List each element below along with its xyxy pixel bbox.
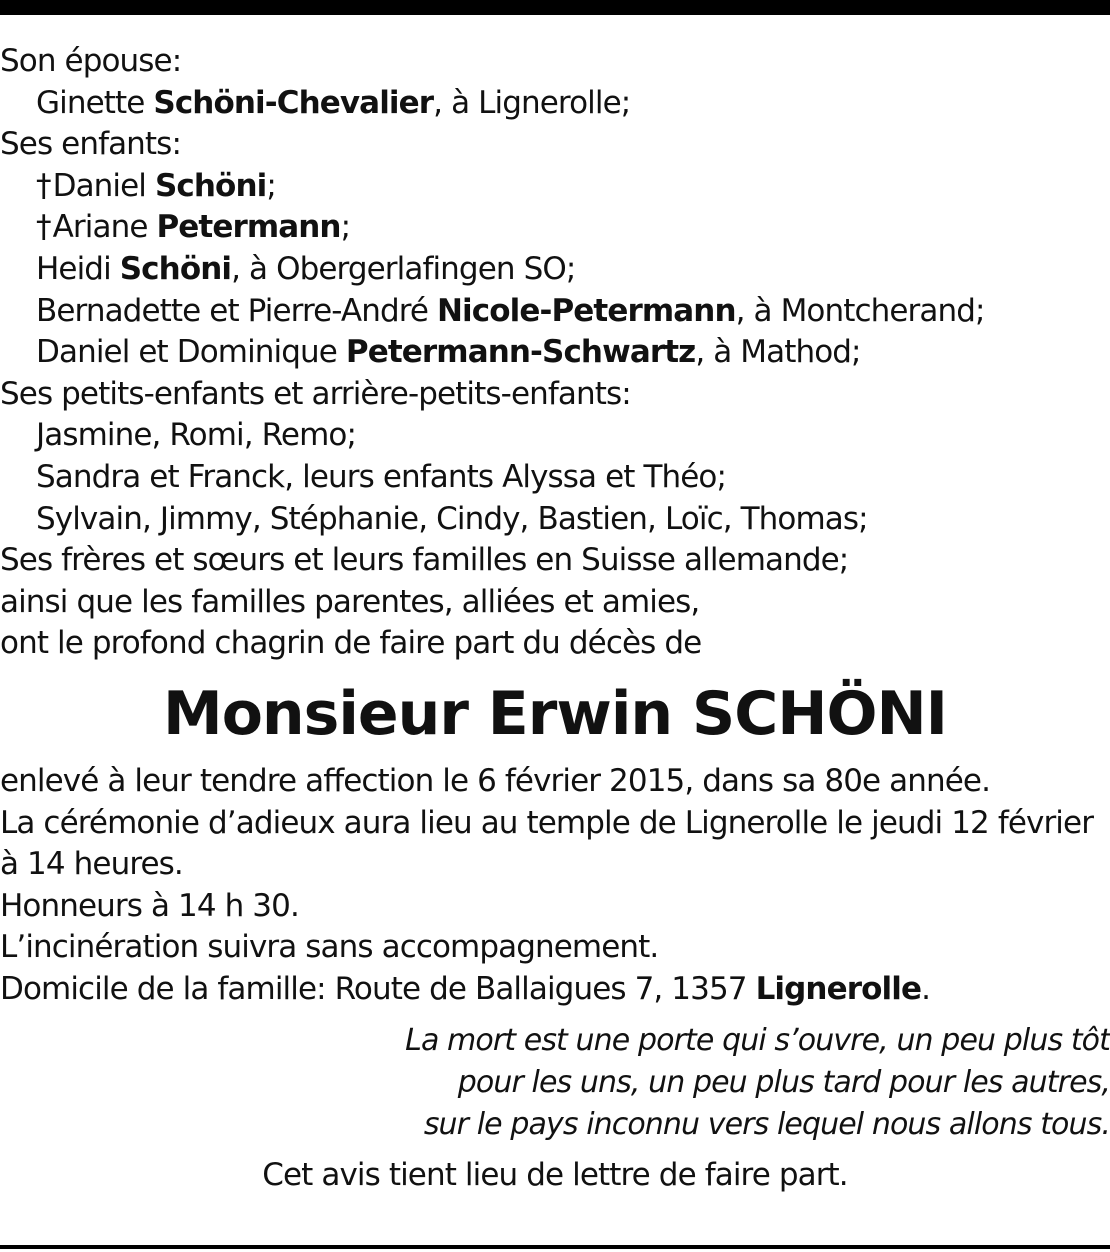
quote-line: La mort est une porte qui s’ouvre, un peu plus tôt	[405, 1023, 1110, 1059]
child-surname: Schöni	[154, 167, 267, 204]
detail-line: L’incinération suivra sans accompagnement.	[0, 929, 659, 966]
quote-line: sur le pays inconnu vers lequel nous allons tous.	[423, 1106, 1110, 1142]
domicile-period: .	[921, 970, 931, 1007]
deceased-name: Monsieur Erwin SCHÖNI	[163, 678, 947, 749]
spouse-surname: Schöni-Chevalier	[153, 84, 434, 121]
obituary-body	[0, 41, 1110, 1197]
child-surname: Schöni	[119, 250, 232, 287]
detail-line: La cérémonie d’adieux aura lieu au temple de Lignerolle le jeudi 12 février	[0, 804, 1094, 841]
detail-line: à 14 heures.	[0, 846, 183, 883]
spouse-line	[0, 83, 1110, 125]
grandchildren-item: Sandra et Franck, leurs enfants Alyssa et Théo;	[36, 458, 727, 495]
child-suffix: , à Obergerlafingen SO;	[231, 250, 576, 287]
top-rule	[0, 0, 1110, 15]
grandchildren-heading: Ses petits-enfants et arrière-petits-enfants:	[0, 375, 631, 412]
child-suffix: ;	[340, 209, 351, 246]
spouse-firstname: Ginette	[36, 84, 154, 121]
quote-block	[0, 1020, 1110, 1145]
spouse-heading: Son épouse:	[0, 43, 182, 79]
grandchildren-item: Jasmine, Romi, Remo;	[36, 417, 356, 454]
child-firstname: Ariane	[52, 209, 157, 246]
detail-line: enlevé à leur tendre affection le 6 février 2015, dans sa 80e année.	[0, 762, 991, 799]
child-firstname: Daniel et Dominique	[36, 334, 346, 371]
child-surname: Petermann	[156, 209, 341, 246]
detail-line: Honneurs à 14 h 30.	[0, 887, 299, 924]
child-item	[0, 332, 1110, 374]
bottom-rule	[0, 1245, 1110, 1249]
domicile-town: Lignerolle	[755, 970, 922, 1007]
closing-line: Cet avis tient lieu de lettre de faire part.	[262, 1157, 848, 1194]
child-suffix: , à Mathod;	[695, 334, 861, 371]
siblings-line: Ses frères et sœurs et leurs familles en Suisse allemande;	[0, 542, 849, 579]
announcement-line: ont le profond chagrin de faire part du décès de	[0, 625, 702, 662]
children-heading: Ses enfants:	[0, 126, 181, 163]
child-firstname: Bernadette et Pierre-André	[36, 292, 438, 329]
child-surname: Nicole-Petermann	[437, 292, 736, 329]
child-item	[0, 249, 1110, 291]
families-line: ainsi que les familles parentes, alliées et amies,	[0, 583, 700, 620]
quote-line: pour les uns, un peu plus tard pour les autres,	[457, 1065, 1110, 1101]
child-firstname: Heidi	[36, 250, 120, 287]
dagger-icon: †	[36, 167, 51, 204]
dagger-icon: †	[36, 209, 51, 246]
child-item	[0, 207, 1110, 249]
domicile-address: Domicile de la famille: Route de Ballaigues 7, 1357	[0, 970, 756, 1007]
spouse-location: , à Lignerolle;	[433, 84, 631, 121]
domicile-line	[0, 969, 1110, 1011]
child-suffix: , à Montcherand;	[735, 292, 985, 329]
child-surname: Petermann-Schwartz	[345, 334, 696, 371]
child-item	[0, 166, 1110, 208]
child-firstname: Daniel	[52, 167, 155, 204]
grandchildren-item: Sylvain, Jimmy, Stéphanie, Cindy, Bastien, Loïc, Thomas;	[36, 500, 868, 537]
child-item	[0, 291, 1110, 333]
child-suffix: ;	[266, 167, 276, 204]
